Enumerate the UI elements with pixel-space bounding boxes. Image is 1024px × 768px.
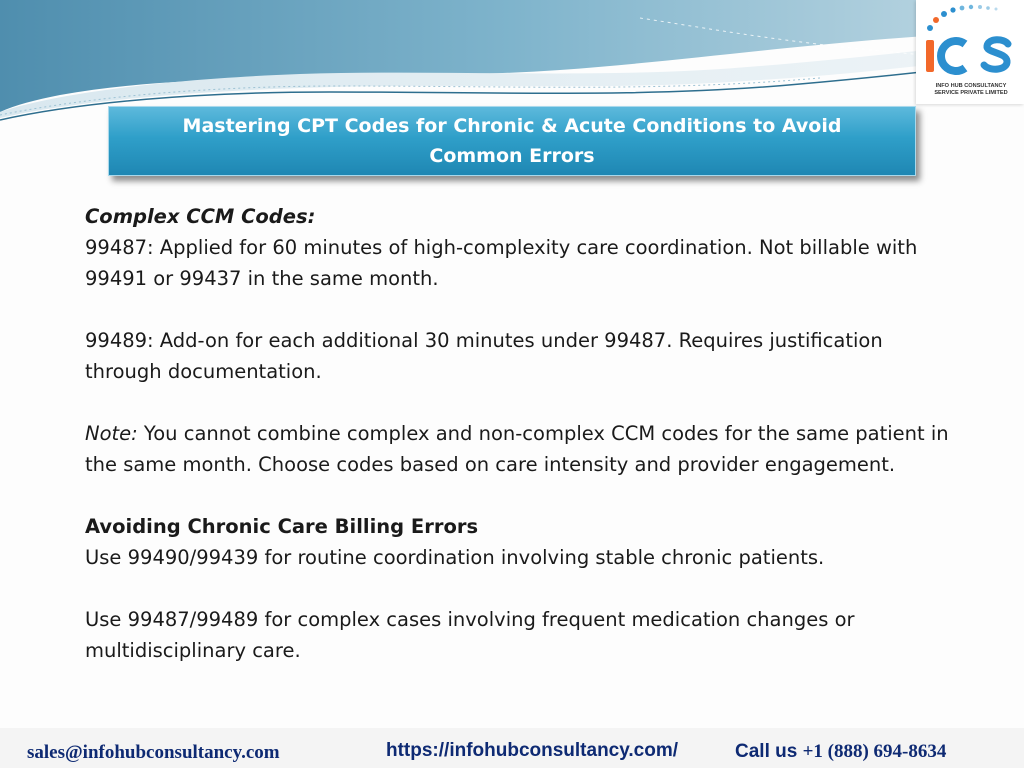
phone-number: +1 (888) 694-8634 bbox=[802, 741, 947, 762]
main-content bbox=[85, 201, 955, 666]
footer-phone[interactable] bbox=[735, 741, 946, 763]
paragraph-complex-codes: Use 99487/99489 for complex cases involving frequent medication changes or multidisciplinary care. bbox=[85, 608, 855, 662]
logo-caption-line1: INFO HUB CONSULTANCY bbox=[935, 83, 1007, 89]
footer-email-link[interactable]: sales@infohubconsultancy.com bbox=[27, 742, 280, 763]
call-prefix: Call us bbox=[735, 741, 803, 762]
company-logo bbox=[916, 0, 1024, 104]
paragraph-99489: 99489: Add-on for each additional 30 minutes under 99487. Requires justification through documentation. bbox=[85, 329, 883, 383]
title-banner bbox=[108, 106, 916, 176]
ics-logo-mark bbox=[916, 0, 1024, 84]
page-title: Mastering CPT Codes for Chronic & Acute Conditions to Avoid Common Errors bbox=[182, 115, 842, 167]
paragraph-99487: 99487: Applied for 60 minutes of high-complexity care coordination. Not billable with 99491 or 99437 in the same month. bbox=[85, 236, 918, 290]
note-label: Note: bbox=[85, 422, 138, 445]
logo-caption bbox=[920, 83, 1022, 96]
footer-website-link[interactable]: https://infohubconsultancy.com/ bbox=[386, 740, 679, 761]
logo-caption-line2: SERVICE PRIVATE LIMITED bbox=[934, 89, 1008, 96]
paragraph-routine-codes: Use 99490/99439 for routine coordination involving stable chronic patients. bbox=[85, 546, 825, 569]
section-heading-complex-ccm: Complex CCM Codes: bbox=[85, 205, 316, 228]
note-paragraph bbox=[85, 418, 955, 480]
note-text: You cannot combine complex and non-complex CCM codes for the same patient in the same month. Choose codes based on care intensity and provider engagement. bbox=[85, 422, 949, 476]
section-heading-billing-errors: Avoiding Chronic Care Billing Errors bbox=[85, 515, 479, 538]
